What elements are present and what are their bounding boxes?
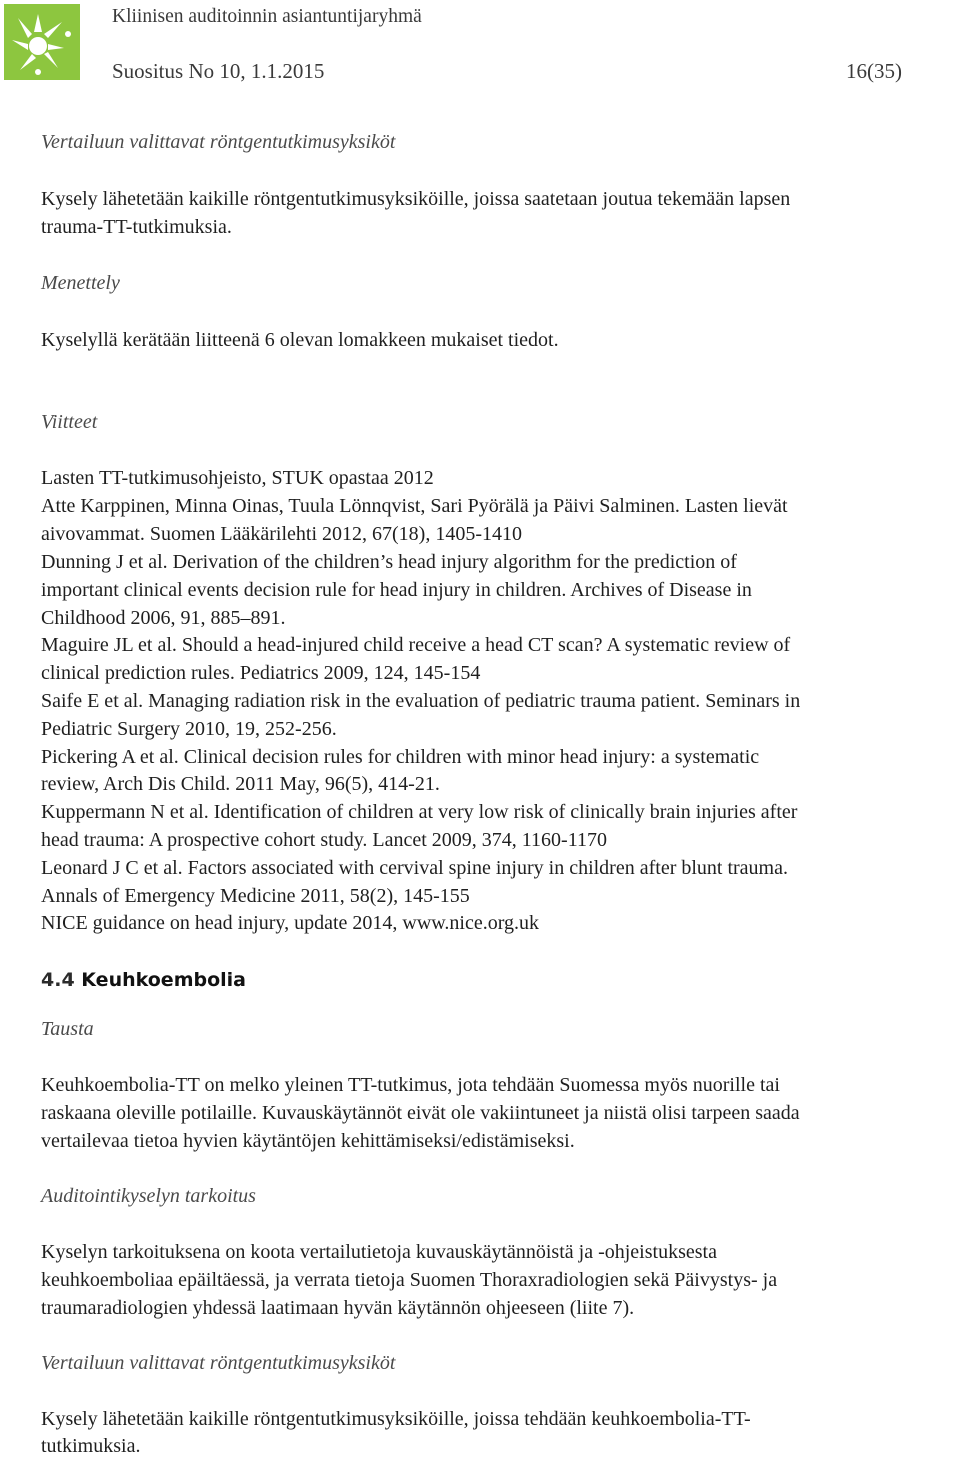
reference-line: head trauma: A prospective cohort study. Lancet 2009, 374, 1160-1170 [41, 829, 607, 851]
paragraph-line: vertailevaa tietoa hyvien käytäntöjen kehittämiseksi/edistämiseksi. [41, 1130, 575, 1152]
reference-line: clinical prediction rules. Pediatrics 2009, 124, 145-154 [41, 662, 481, 684]
section-title-text: Keuhkoembolia [81, 969, 246, 991]
reference-line: Saife E et al. Managing radiation risk in the evaluation of pediatric trauma patient. Seminars in [41, 690, 801, 712]
reference-line: aivovammat. Suomen Lääkärilehti 2012, 67(18), 1405-1410 [41, 523, 523, 545]
reference-line: Atte Karppinen, Minna Oinas, Tuula Lönnqvist, Sari Pyörälä ja Päivi Salminen. Lasten lievät [41, 495, 788, 517]
document-reference: Suositus No 10, 1.1.2015 [112, 59, 325, 83]
reference-line: NICE guidance on head injury, update 2014, www.nice.org.uk [41, 912, 540, 934]
section-heading-purpose: Auditointikyselyn tarkoitus [41, 1185, 256, 1207]
paragraph-line: tutkimuksia. [41, 1435, 141, 1457]
section-heading-procedure: Menettely [41, 272, 120, 294]
paragraph-line: Kyselyn tarkoituksena on koota vertailutietoja kuvauskäytännöistä ja -ohjeistuksesta [41, 1241, 717, 1263]
section-heading-units: Vertailuun valittavat röntgentutkimusyksiköt [41, 131, 396, 153]
organization-name: Kliinisen auditoinnin asiantuntijaryhmä [112, 6, 422, 27]
reference-line: Childhood 2006, 91, 885–891. [41, 607, 286, 629]
paragraph-line: keuhkoemboliaa epäiltäessä, ja verrata tietoja Suomen Thoraxradiologien sekä Päivystys- ja [41, 1269, 778, 1291]
reference-line: important clinical events decision rule for head injury in children. Archives of Disease in [41, 579, 752, 601]
section-heading-background: Tausta [41, 1018, 94, 1040]
page-number: 16(35) [846, 59, 902, 83]
paragraph-line: Keuhkoembolia-TT on melko yleinen TT-tutkimus, jota tehdään Suomessa myös nuorille tai [41, 1074, 780, 1096]
paragraph-line: traumaradiologien yhdessä laatimaan hyvän käytännön ohjeeseen (liite 7). [41, 1297, 635, 1319]
reference-line: Pediatric Surgery 2010, 19, 252-256. [41, 718, 337, 740]
section-number: 4.4 [41, 969, 75, 991]
section-heading-units-2: Vertailuun valittavat röntgentutkimusyksiköt [41, 1352, 396, 1374]
reference-line: Pickering A et al. Clinical decision rules for children with minor head injury: a systematic [41, 746, 760, 768]
paragraph-line: Kysely lähetetään kaikille röntgentutkimusyksiköille, joissa saatetaan joutua tekemään lapsen [41, 188, 791, 210]
reference-line: Lasten TT-tutkimusohjeisto, STUK opastaa 2012 [41, 467, 434, 489]
reference-line: Leonard J C et al. Factors associated with cervival spine injury in children after blunt trauma. [41, 857, 788, 879]
paragraph-line: Kyselyllä kerätään liitteenä 6 olevan lomakkeen mukaiset tiedot. [41, 329, 559, 351]
reference-line: Dunning J et al. Derivation of the children’s head injury algorithm for the prediction of [41, 551, 737, 573]
reference-line: Kuppermann N et al. Identification of children at very low risk of clinically brain injuries after [41, 801, 798, 823]
section-title [41, 966, 246, 994]
paragraph-line: Kysely lähetetään kaikille röntgentutkimusyksiköille, joissa tehdään keuhkoembolia-TT- [41, 1408, 751, 1430]
section-heading-references: Viitteet [41, 411, 98, 433]
paragraph-line: trauma-TT-tutkimuksia. [41, 216, 232, 238]
reference-line: Annals of Emergency Medicine 2011, 58(2), 145-155 [41, 885, 470, 907]
reference-line: Maguire JL et al. Should a head-injured child receive a head CT scan? A systematic review of [41, 634, 791, 656]
reference-line: review, Arch Dis Child. 2011 May, 96(5), 414-21. [41, 773, 440, 795]
organization-logo-icon [4, 4, 80, 80]
paragraph-line: raskaana oleville potilaille. Kuvauskäytännöt eivät ole vakiintuneet ja niistä olisi tarpeen saada [41, 1102, 800, 1124]
document-header [112, 59, 902, 84]
